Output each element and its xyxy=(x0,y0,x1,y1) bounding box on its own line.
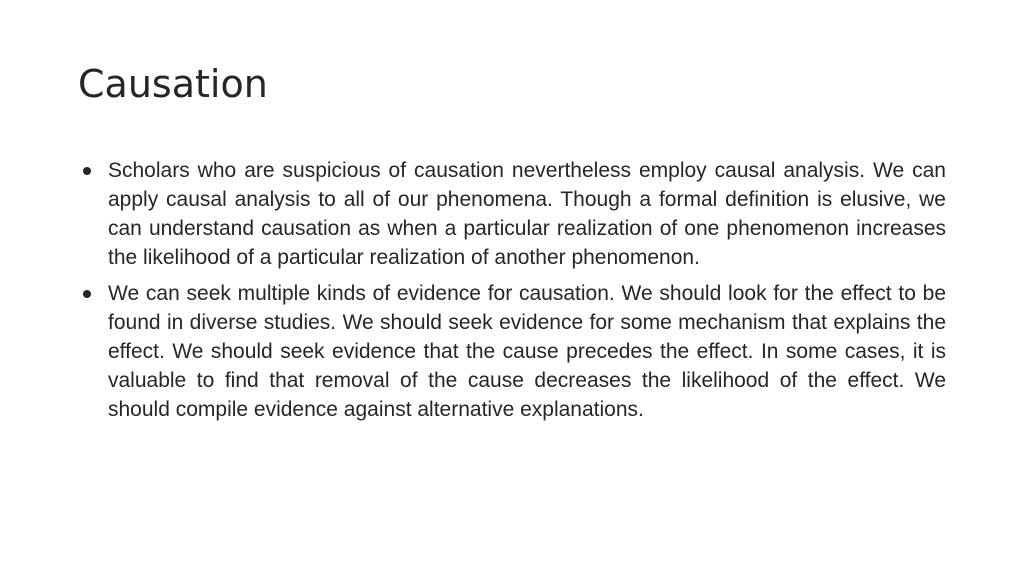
bullet-dot-icon xyxy=(83,167,91,175)
bullet-item xyxy=(78,279,946,424)
bullet-dot-icon xyxy=(83,290,91,298)
bullet-text: Scholars who are suspicious of causation nevertheless employ causal analysis. We can apply causal analysis to all of our phenomena. Though a formal definition is elusive, we can understand causation as when a particular realization of one phenomenon increases the likelihood of a particular realization of another phenomenon. xyxy=(108,159,946,269)
bullet-list xyxy=(78,156,946,431)
bullet-text: We can seek multiple kinds of evidence for causation. We should look for the effect to be found in diverse studies. We should seek evidence for some mechanism that explains the effect. We should seek evidence that the cause precedes the effect. In some cases, it is valuable to find that removal of the cause decreases the likelihood of the effect. We should compile evidence against alternative explanations. xyxy=(108,282,946,421)
slide-title: Causation xyxy=(78,62,268,106)
bullet-item xyxy=(78,156,946,272)
